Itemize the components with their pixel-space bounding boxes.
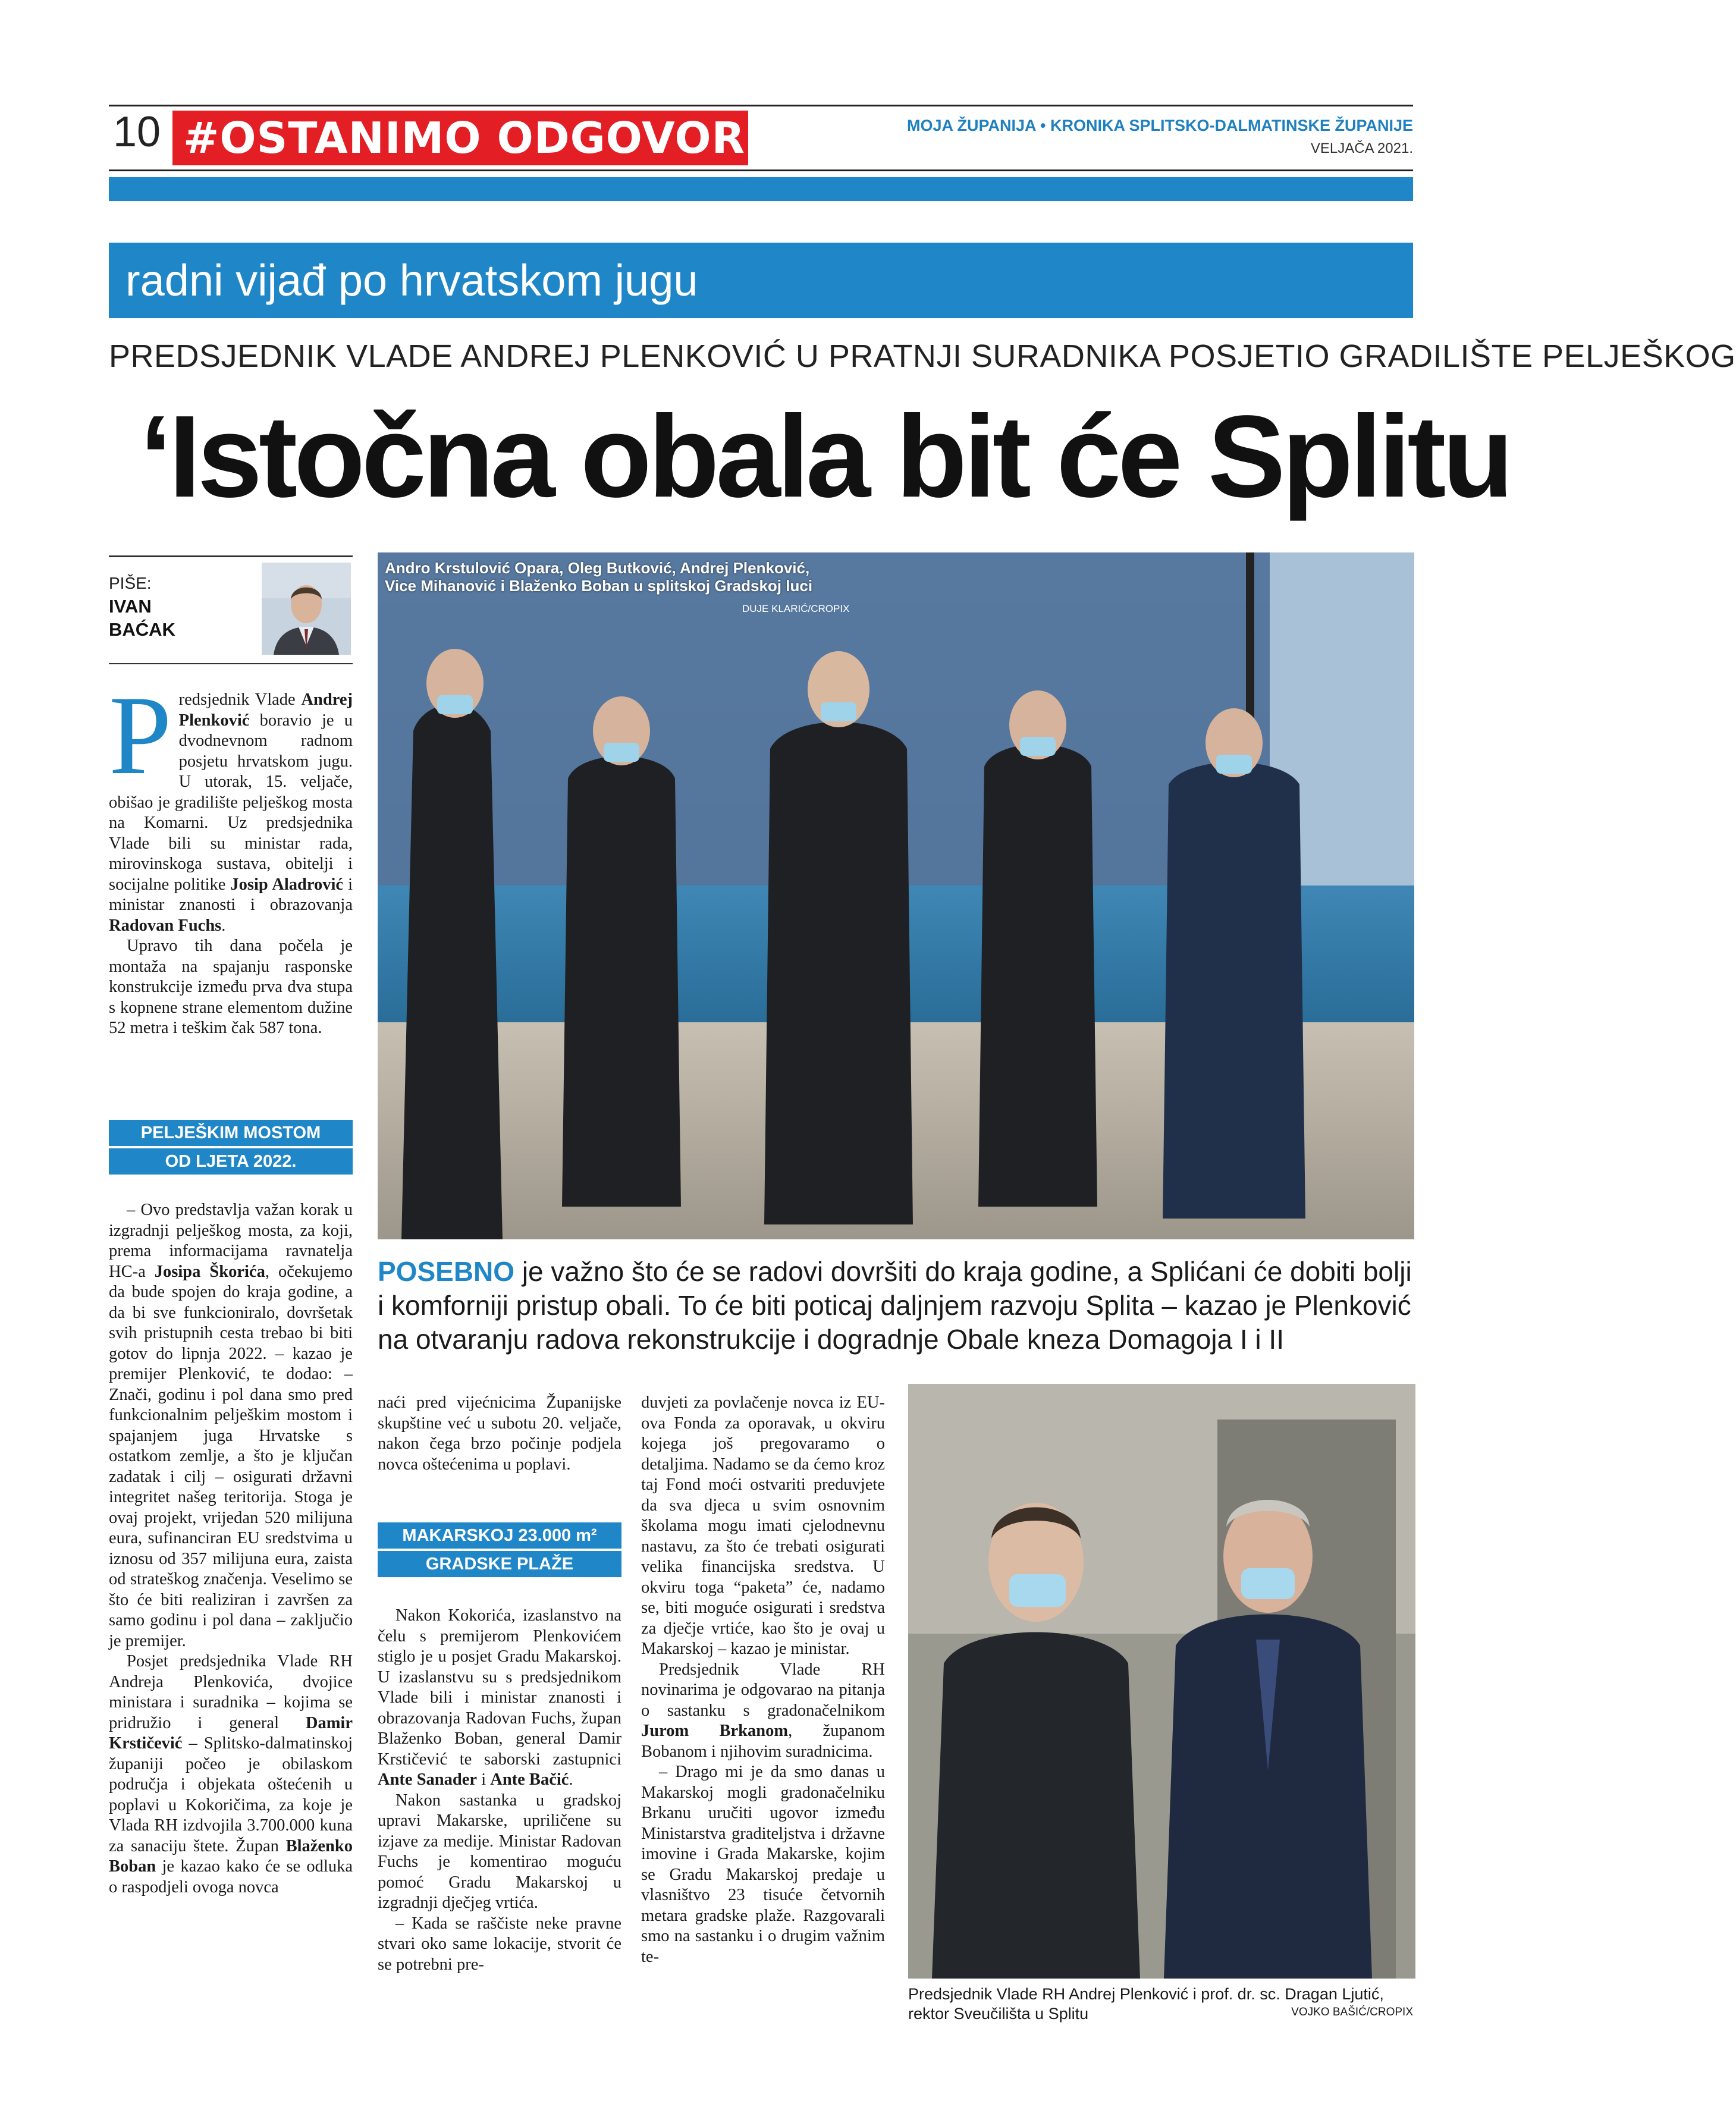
subhead-peljesac [109, 1120, 353, 1175]
author-bottom-rule [109, 663, 353, 664]
author-last-name: BAĆAK [109, 619, 175, 640]
plenkovic-and-rector-image [908, 1384, 1415, 1979]
column-2 [378, 1393, 621, 1475]
drop-cap: P [109, 673, 172, 798]
subhead-line-1: MAKARSKOJ 23.000 m² [378, 1522, 621, 1549]
column-1-continued [109, 1200, 353, 1898]
author-name [109, 595, 175, 641]
paragraph: – Drago mi je da smo danas u Makarskoj mogli gradonačelniku Brkanu uručiti ugovor između Ministarstva graditeljstva i državne imovine i Grada Makarske, kojim se Gradu Makarskoj predaje u vlasništvo 23 tisuće četvornih metara gradske plaže. Razgovarali smo na sastanku i o drugim važnim te- [641, 1763, 885, 1966]
paragraph: Nakon Kokorića, izaslanstvo na čelu s premijerom Plenkovićem stiglo je u posjet Gradu Makarskoj. U izaslanstvu su s predsjednikom Vlade bili i ministar znanosti i obrazovanja Radovan Fuchs, župan Blaženko Boban, general Damir Krstičević te saborski zastupnici Ante Sanader i Ante Bačić. [378, 1606, 621, 1789]
paragraph: duvjeti za povlačenje novca iz EU-ova Fonda za oporavak, u okviru kojega još pregovaramo o detaljima. Nadamo se da ćemo kroz taj Fond moći ostvariti preduvjete da sva djeca u svim osnovnim školama mogu imati cjelodnevnu nastavu, za što će trebati osigurati velika financijska sredstva. U okviru toga “paketa” će, nadamo se, biti moguće osigurati i sredstva za dječje vrtiće, kao što je ovaj u Makarskoj – kazao je ministar. [641, 1393, 885, 1658]
paragraph: naći pred vijećnicima Županijske skupštine već u subotu 20. veljače, nakon čega brzo počinje podjela novca oštećenima u poplavi. [378, 1393, 621, 1474]
main-photo-caption: Andro Krstulović Opara, Oleg Butković, Andrej Plenković, Vice Mihanović i Blaženko Boban u splitskoj Gradskoj luci [385, 559, 813, 595]
author-first-name: IVAN [109, 596, 152, 617]
page-number: 10 [113, 108, 161, 156]
main-photo [378, 552, 1414, 1239]
paragraph: – Kada se raščiste neke pravne stvari oko same lokacije, stvorit će se potrebni pre- [378, 1914, 621, 1974]
lead-paragraph [378, 1255, 1415, 1356]
header-blue-band [109, 177, 1413, 201]
second-photo [908, 1384, 1415, 1979]
author-photo [262, 563, 351, 655]
paragraph: Posjet predsjednika Vlade RH Andreja Plenkovića, dvojice ministara i suradnika – kojima se pridružio i general Damir Krstičević – Splitsko-dalmatinskoj županiji počeo je obilaskom područja i objekata oštećenih u poplavi u Kokoričima, za koje je Vlada RH izdvojila 3.700.000 kuna za sanaciju štete. Župan Blaženko Boban je kazao kako će se odluka o raspodjeli ovoga novca [109, 1652, 353, 1896]
paragraph: Upravo tih dana počela je montaža na spajanju rasponske konstrukcije između prva dva stupa s kopnene strane elementom dužine 52 metra i teškim čak 587 tona. [109, 937, 353, 1037]
paragraph: Nakon sastanka u gradskoj upravi Makarske, upriličene su izjave za medije. Ministar Radovan Fuchs je komentirao moguću pomoć Gradu Makarskoj u izgradnji dječjeg vrtića. [378, 1791, 621, 1912]
author-portrait-image [262, 563, 351, 655]
header-top-rule [109, 105, 1413, 106]
subhead-line-1: PELJEŠKIM MOSTOM [109, 1120, 353, 1146]
second-photo-credit: VOJKO BAŠIĆ/CROPIX [1291, 2006, 1413, 2018]
author-label: PIŠE: [109, 574, 152, 592]
paragraph: – Ovo predstavlja važan korak u izgradnji pelješkog mosta, za koji, prema informacijama ravnatelja HC-a Josipa Škorića, očekujemo da bude spojen do kraja godine, a da bi sve funkcioniralo, dovršetak svih pristupnih cesta trebao bi biti gotov do lipnja 2022. – kazao je premijer Plenković, te dodao: – Znači, godinu i pol dana smo pred funkcionalnim pelješkim mostom i spajanjem juga Hrvatske s ostatkom zemlje, a što je ključan zadatak i cilj – osigurati državni integritet našeg teritorija. Stoga je ovaj projekt, vrijedan 520 milijuna eura, sufinanciran EU sredstvima u iznosu od 357 milijuna eura, zaista od strateškog značenja. Veselimo se što će biti realiziran i završen za samo godinu i pol dana – zaključio je premijer. [109, 1201, 353, 1650]
column-3 [641, 1393, 885, 1967]
lead-text: je važno što će se radovi dovršiti do kraja godine, a Splićani će dobiti bolji i komforniji pristup obali. To će biti poticaj daljnjem razvoju Splita – kazao je Plenković na otvaranju radova rekonstrukcije i dogradnje Obale kneza Domagoja I i II [378, 1256, 1412, 1355]
issue-date: VELJAČA 2021. [1310, 140, 1413, 156]
section-bar: radni vijađ po hrvatskom jugu [109, 243, 1413, 318]
subhead-line-2: GRADSKE PLAŽE [378, 1551, 621, 1577]
header-bottom-rule [109, 169, 1413, 171]
kicker: PREDSJEDNIK VLADE ANDREJ PLENKOVIĆ U PRATNJI SURADNIKA POSJETIO GRADILIŠTE PELJEŠKOG [109, 338, 1736, 374]
lead-accent: POSEBNO [378, 1256, 515, 1287]
intro-paragraph: Predsjednik Vlade Andrej Plenković boravio je u dvodnevnom radnom posjetu hrvatskom jugu. U utorak, 15. veljače, obišao je gradilište pelješkog mosta na Komarni. Uz predsjednika Vlade bili su ministar rada, mirovinskoga sustava, obitelji i socijalne politike Josip Aladrović i ministar znanosti i obrazovanja Radovan Fuchs. [109, 673, 353, 935]
column-2-continued [378, 1606, 621, 1975]
column-1 [109, 673, 353, 1039]
paragraph: Predsjednik Vlade RH novinarima je odgovarao na pitanja o sastanku s gradonačelnikom Jurom Brkanom, županom Bobanom i njihovim suradnicima. [641, 1660, 886, 1761]
officials-at-harbour-image [378, 552, 1414, 1239]
author-rule [109, 555, 353, 557]
subhead-makarska [378, 1522, 621, 1577]
main-photo-credit: DUJE KLARIĆ/CROPIX [742, 603, 850, 614]
publication-name: MOJA ŽUPANIJA • KRONIKA SPLITSKO-DALMATINSKE ŽUPANIJE [907, 117, 1413, 134]
headline: ‘Istočna obala bit će Splitu [140, 391, 1511, 522]
subhead-line-2: OD LJETA 2022. [109, 1148, 353, 1175]
second-photo-caption: Predsjednik Vlade RH Andrej Plenković i prof. dr. sc. Dragan Ljutić, rektor Sveučilišta u Splitu [908, 1985, 1384, 2023]
campaign-tag: #OSTANIMO ODGOVORNI [172, 111, 748, 165]
